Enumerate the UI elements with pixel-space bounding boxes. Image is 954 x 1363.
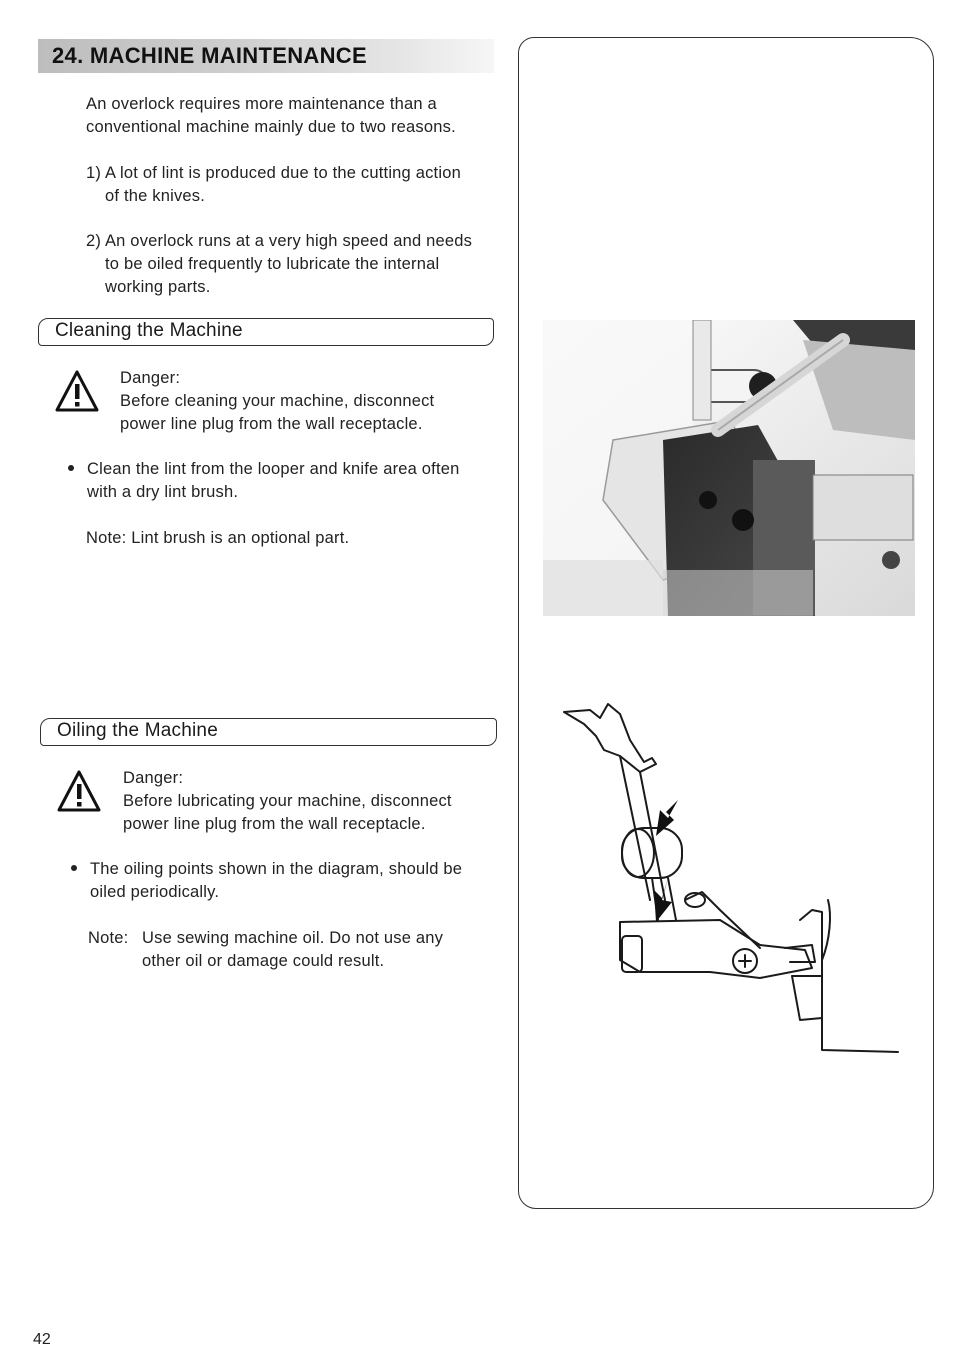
note-line: Use sewing machine oil. Do not use any [142,929,444,947]
bullet-line: The oiling points shown in the diagram, should be [90,860,463,878]
cleaning-note: Note: Lint brush is an optional part. [86,529,350,547]
page-number: 42 [33,1331,51,1348]
oiling-note-label: Note: [88,929,129,947]
reason-1 [86,162,461,208]
reason-line: to be oiled frequently to lubricate the internal [105,255,440,273]
danger-line: Before cleaning your machine, disconnect [120,392,435,410]
reason-line: working parts. [105,278,211,296]
oiling-section-title: Oiling the Machine [57,720,218,741]
page-title: 24. MACHINE MAINTENANCE [52,43,367,68]
danger-line: Before lubricating your machine, disconnect [123,792,452,810]
reason-line: 2) An overlock runs at a very high speed and needs [86,232,473,250]
reason-line: 1) A lot of lint is produced due to the cutting action [86,164,461,182]
danger-line: power line plug from the wall receptacle. [120,415,423,433]
oiling-note [142,927,443,973]
cleaning-bullet [87,458,460,504]
warning-icon [56,769,102,813]
intro-line: conventional machine mainly due to two reasons. [86,118,456,136]
oiling-bullet [90,858,462,904]
danger-label: Danger: [120,369,181,387]
bullet-line: oiled periodically. [90,883,220,901]
bullet-line: with a dry lint brush. [87,483,239,501]
reason-2 [86,230,472,299]
cleaning-section-title: Cleaning the Machine [55,320,243,341]
danger-label: Danger: [123,769,184,787]
intro-line: An overlock requires more maintenance than a [86,95,437,113]
cleaning-danger [120,367,434,436]
oiling-danger [123,767,452,836]
intro-paragraph [86,93,456,139]
lint-cleaning-photo [543,320,915,616]
bullet-line: Clean the lint from the looper and knife area often [87,460,460,478]
warning-icon [54,369,100,413]
bullet-dot [68,465,74,471]
reason-line: of the knives. [105,187,206,205]
note-line: other oil or damage could result. [142,952,385,970]
bullet-dot [71,865,77,871]
danger-line: power line plug from the wall receptacle. [123,815,426,833]
oiling-points-diagram [560,700,905,1065]
